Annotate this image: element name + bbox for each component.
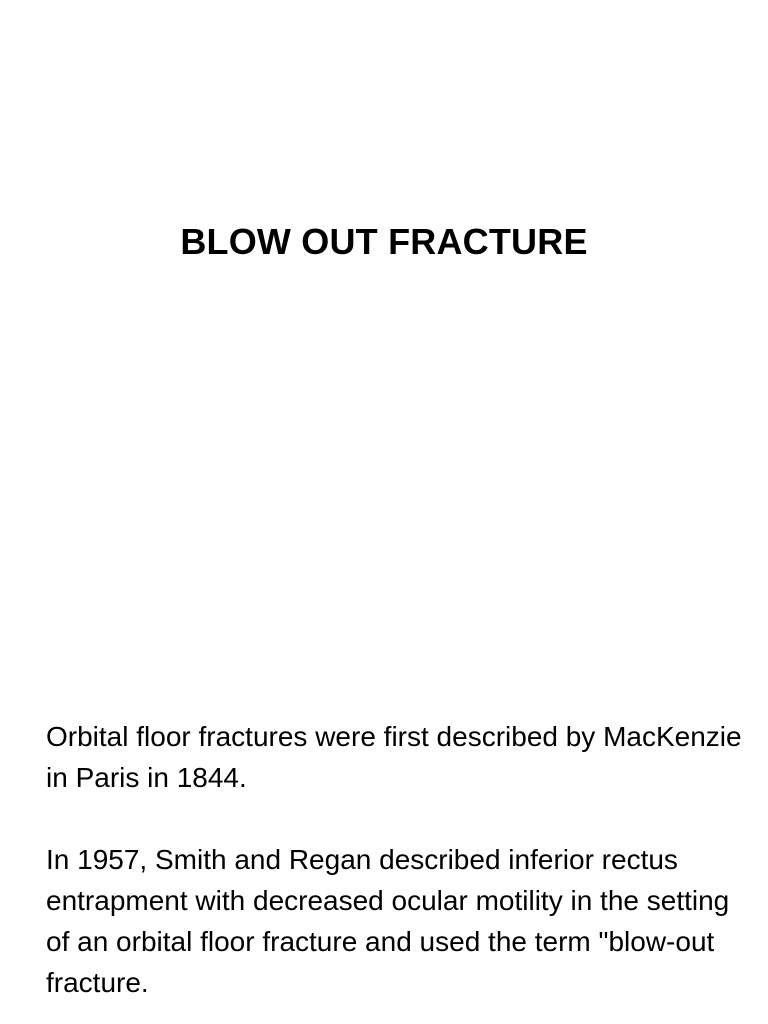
paragraph-history: Orbital floor fractures were first described by MacKenzie in Paris in 1844. [46, 721, 742, 793]
slide-body [46, 716, 746, 1003]
paragraph-smith-regan: In 1957, Smith and Regan described inferior rectus entrapment with decreased ocular motility in the setting of an orbital floor fracture and used the term "blow-out fracture. [46, 844, 730, 998]
slide-title: BLOW OUT FRACTURE [180, 221, 588, 262]
